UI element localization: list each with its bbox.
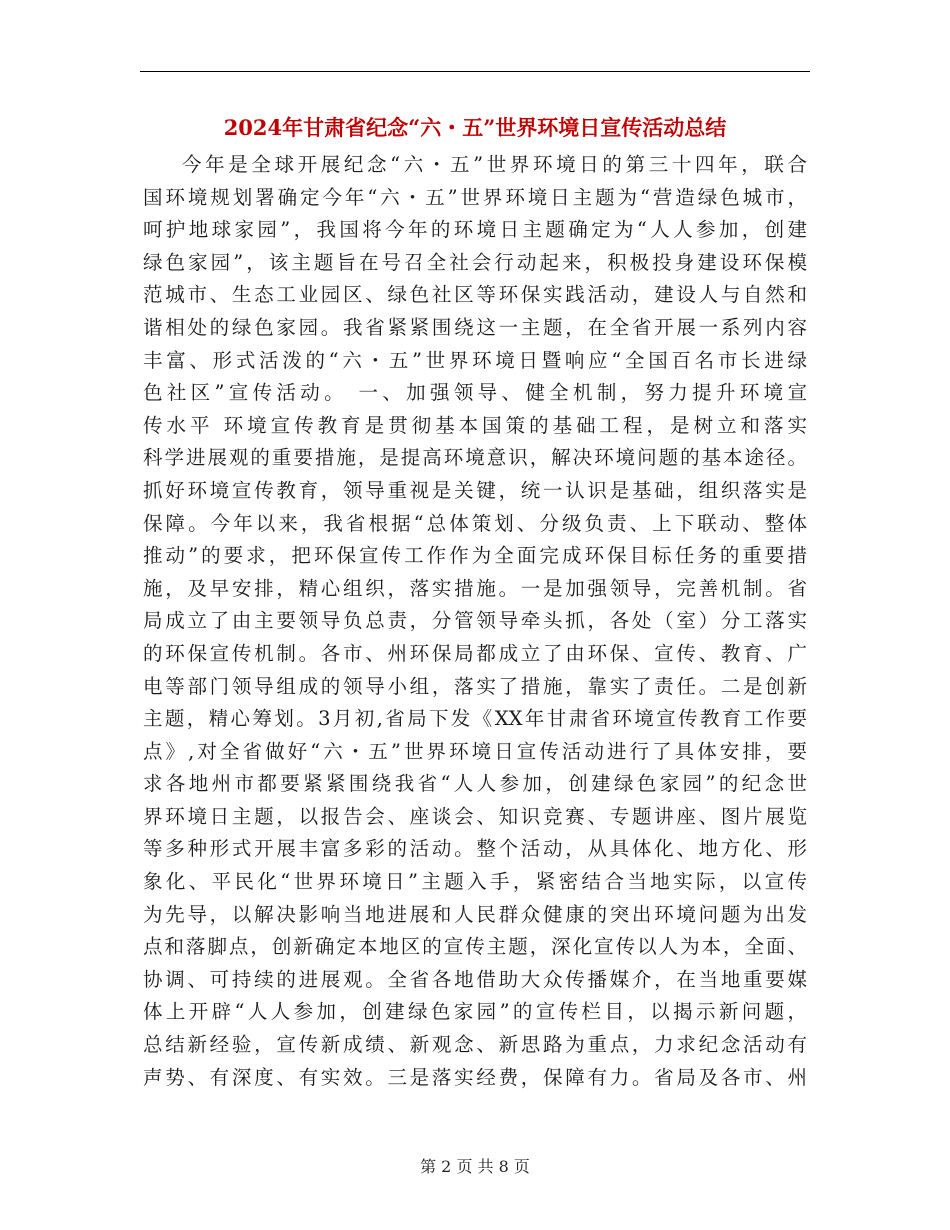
body-line: 等多种形式开展丰富多彩的活动。整个活动，从具体化、地方化、形 — [143, 837, 807, 861]
body-line: 抓好环境宣传教育，领导重视是关键，统一认识是基础，组织落实是 — [143, 478, 807, 502]
body-line: 电等部门领导组成的领导小组，落实了措施，靠实了责任。二是创新 — [143, 674, 807, 698]
body-line: 声势、有深度、有实效。三是落实经费，保障有力。省局及各市、州 — [143, 1065, 807, 1089]
body-line: 总结新经验，宣传新成绩、新观念、新思路为重点，力求纪念活动有 — [143, 1033, 807, 1057]
body-line: 协调、可持续的进展观。全省各地借助大众传播媒介，在当地重要媒 — [143, 967, 807, 991]
document-body — [143, 149, 807, 1094]
body-line: 施，及早安排，精心组织，落实措施。一是加强领导，完善机制。省 — [143, 576, 807, 600]
body-line: 推动”的要求，把环保宣传工作作为全面完成环保目标任务的重要措 — [143, 544, 807, 568]
body-line: 体上开辟“人人参加，创建绿色家园”的宣传栏目，以揭示新问题， — [143, 1000, 807, 1024]
document-title: 2024年甘肃省纪念“六・五”世界环境日宣传活动总结 — [223, 115, 727, 140]
body-line: 传水平 环境宣传教育是贯彻基本国策的基础工程，是树立和落实 — [143, 413, 807, 437]
body-line: 色社区”宣传活动。 一、加强领导、健全机制，努力提升环境宣 — [143, 381, 807, 405]
body-line: 保障。今年以来，我省根据“总体策划、分级负责、上下联动、整体 — [143, 511, 807, 535]
body-line: 绿色家园”，该主题旨在号召全社会行动起来，积极投身建设环保模 — [143, 250, 807, 274]
body-line: 点和落脚点，创新确定本地区的宣传主题，深化宣传以人为本，全面、 — [143, 935, 807, 959]
body-line: 点》,对全省做好“六・五”世界环境日宣传活动进行了具体安排，要 — [143, 739, 807, 763]
body-line: 谐相处的绿色家园。我省紧紧围绕这一主题，在全省开展一系列内容 — [143, 315, 807, 339]
body-line: 界环境日主题，以报告会、座谈会、知识竞赛、专题讲座、图片展览 — [143, 804, 807, 828]
body-line: 呵护地球家园”，我国将今年的环境日主题确定为“人人参加，创建 — [143, 218, 807, 242]
body-line: 象化、平民化“世界环境日”主题入手，紧密结合当地实际，以宣传 — [143, 870, 807, 894]
body-line: 科学进展观的重要措施，是提高环境意识，解决环境问题的基本途径。 — [143, 446, 807, 470]
body-line: 求各地州市都要紧紧围绕我省“人人参加，创建绿色家园”的纪念世 — [143, 772, 807, 796]
body-line: 局成立了由主要领导负总责，分管领导牵头抓，各处（室）分工落实 — [143, 609, 807, 633]
body-line: 丰富、形式活泼的“六・五”世界环境日暨响应“全国百名市长进绿 — [143, 348, 807, 372]
body-line: 主题，精心筹划。3月初,省局下发《XX年甘肃省环境宣传教育工作要 — [143, 707, 807, 731]
body-line: 的环保宣传机制。各市、州环保局都成立了由环保、宣传、教育、广 — [143, 641, 807, 665]
body-line: 今年是全球开展纪念“六・五”世界环境日的第三十四年，联合 — [182, 153, 807, 176]
body-line: 国环境规划署确定今年“六・五”世界环境日主题为“营造绿色城市， — [143, 185, 807, 209]
body-line: 为先导，以解决影响当地进展和人民群众健康的突出环境问题为出发 — [143, 902, 807, 926]
header-rule — [140, 71, 810, 72]
page-number-footer: 第 2 页 共 8 页 — [420, 1157, 530, 1176]
body-line: 范城市、生态工业园区、绿色社区等环保实践活动，建设人与自然和 — [143, 283, 807, 307]
